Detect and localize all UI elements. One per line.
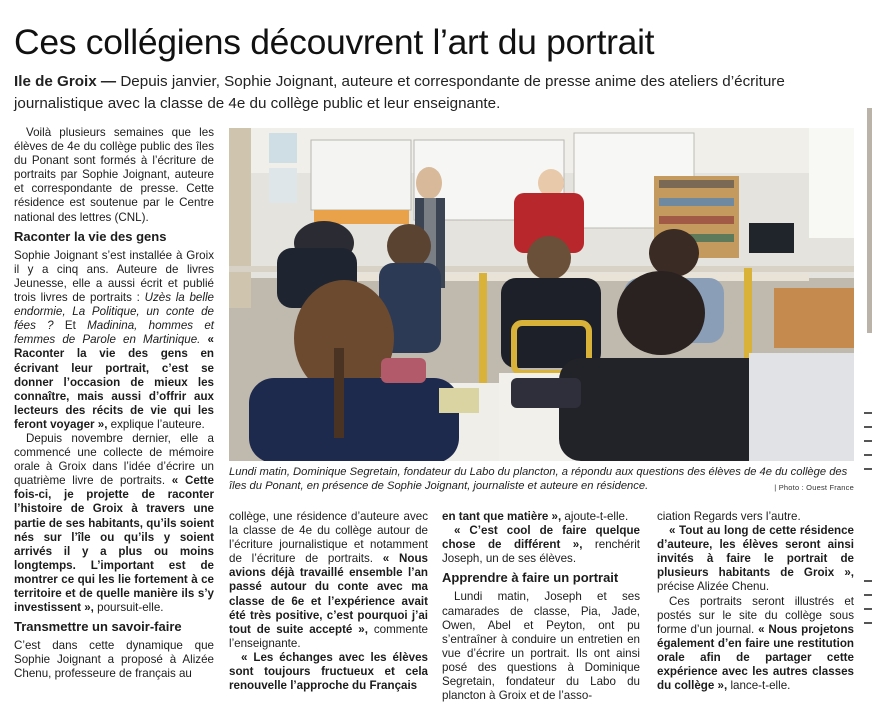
text-fragment <box>864 608 872 610</box>
adjacent-photo-fragment <box>867 108 872 333</box>
text-fragment <box>864 580 872 582</box>
text-fragment <box>864 440 872 442</box>
article-column-2 <box>229 510 428 693</box>
paragraph: C’est dans cette dynamique que Sophie Joignant a proposé à Alizée Chenu, professeure de français au <box>14 639 214 681</box>
text-fragment <box>864 622 872 624</box>
paragraph: Lundi matin, Joseph et ses camarades de classe, Pia, Jade, Owen, Abel et Peyton, ont pu s’entraîner à conduire un entretien en vue d’écrire un portrait. Ils ont ainsi posé des questions à Dominique Segretain, fondateur du Labo du plancton à Groix et de l’asso- <box>442 590 640 703</box>
paragraph: Depuis novembre dernier, elle a commencé une collecte de mémoire orale à Groix dans l’idée d’écrire un quatrième livre de portraits. « Cette fois-ci, je projette de raconter l’histoire de Groix à travers une partie de ses habitants, qu’ils soient nés sur l’île ou qu’ils y soient arrivés il y a plus ou moins longtemps. L’important est de montrer ce qui les lie fortement à ce territoire et de quelle manière ils s’y investissent », poursuit-elle. <box>14 431 214 615</box>
paragraph: Sophie Joignant s’est installée à Groix il y a cinq ans. Auteure de livres Jeunesse, elle a aussi écrit et publié trois livres de portraits : Uzès la belle endormie, La Politique, un conte de fées ? Et Madinina, hommes et femmes de Parole en Martinique. « Raconter la vie des gens en écrivant leur portrait, c’est se donner l’occasion de mieux les connaître, mais aussi d’offrir aux lecteurs des récits de vie qui les feront voyager », explique l’auteure. <box>14 248 214 431</box>
text-fragment <box>864 426 872 428</box>
article-column-4 <box>657 510 854 693</box>
text-fragment <box>864 594 872 596</box>
article-column-3 <box>442 510 640 703</box>
article-headline: Ces collégiens découvrent l’art du portrait <box>14 22 655 62</box>
article-column-1 <box>14 126 214 682</box>
paragraph: Voilà plusieurs semaines que les élèves de 4e du collège public des îles du Ponant sont formés à l’écriture de portraits par Sophie Joignant, auteure et correspondante de presse. Cette résidence est soutenue par le Centre national des lettres (CNL). <box>14 126 214 224</box>
article-lede <box>14 71 854 115</box>
article-photo <box>229 128 854 461</box>
paragraph: « C’est cool de faire quelque chose de différent », renchérit Joseph, un de ses élèves. <box>442 524 640 566</box>
paragraph: « Les échanges avec les élèves sont toujours fructueux et cela renouvelle l’approche du Français <box>229 650 428 693</box>
adjacent-page-edge <box>862 0 872 721</box>
photo-caption <box>229 465 854 493</box>
text-fragment <box>864 468 872 470</box>
paragraph: Ces portraits seront illustrés et postés sur le site du collège sous forme d’un journal. « Nous projetons également d’en faire une restitution orale afin de partager cette expérience avec les autres classes du collège », lance-t-elle. <box>657 594 854 693</box>
subheading: Apprendre à faire un portrait <box>442 570 619 586</box>
text-fragment <box>864 412 872 414</box>
lede-dateline: Ile de Groix — <box>14 73 121 90</box>
paragraph: ciation Regards vers l’autre. <box>657 510 801 523</box>
subheading: Transmettre un savoir-faire <box>14 619 182 635</box>
photo-caption-text: Lundi matin, Dominique Segretain, fondateur du Labo du plancton, a répondu aux questions des élèves de 4e du collège des îles du Ponant, en présence de Sophie Joignant, journaliste et auteure en résidence. <box>229 466 848 492</box>
paragraph: en tant que matière », ajoute-t-elle. <box>442 510 629 523</box>
paragraph: collège, une résidence d’auteure avec la classe de 4e du collège autour de l’écriture journalistique et notamment de l’écriture de portraits. « Nous avions déjà travaillé ensemble l’an passé autour du conte avec ma classe de 6e et l’expérience avait été très positive, c’est pourquoi j’ai tout de suite accepté », commente l’enseignante. <box>229 510 429 650</box>
text-fragment <box>864 454 872 456</box>
subheading: Raconter la vie des gens <box>14 228 167 244</box>
lede-text: Depuis janvier, Sophie Joignant, auteure et correspondante de presse anime des ateliers d’écriture journalistique avec la classe de 4e du collège public et leur enseignante. <box>14 73 785 112</box>
paragraph: « Tout au long de cette résidence d’auteure, les élèves seront ainsi invités à faire le portrait de plusieurs habitants de Groix », précise Alizée Chenu. <box>657 524 854 594</box>
photo-credit: | Photo : Ouest France <box>774 483 854 492</box>
